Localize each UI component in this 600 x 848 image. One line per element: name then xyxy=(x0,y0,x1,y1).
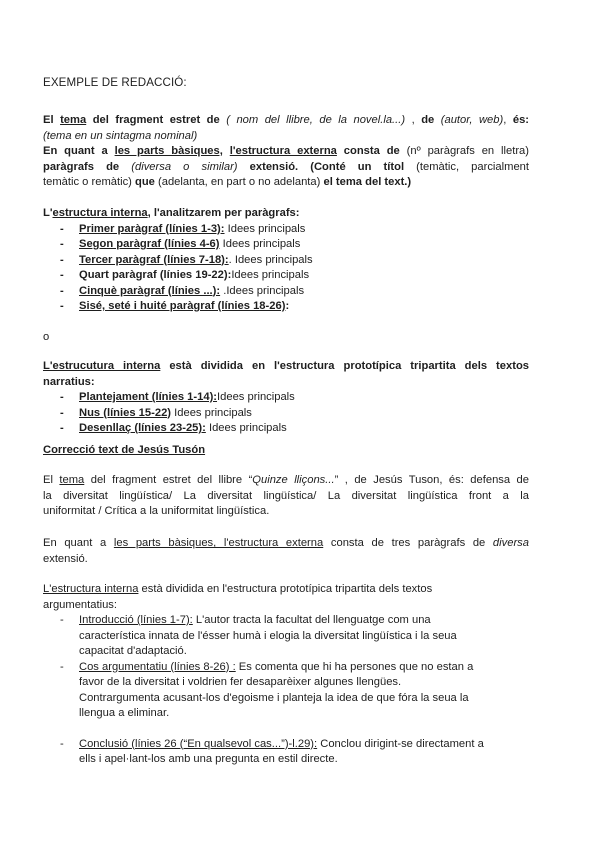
correction-internal-line-2: argumentatius: xyxy=(43,598,118,611)
template-intro xyxy=(43,113,529,191)
list-item: - Conclusió (línies 26 (“En qualsevol cas...”)-l.29): Conclou dirigint-se directament a ells i apel·lant-los amb una pregunta en estil directe. xyxy=(60,737,484,765)
correction-heading: Correcció text de Jesús Tusón xyxy=(43,444,206,456)
argumentative-list xyxy=(43,613,529,768)
paragraph-list xyxy=(43,222,529,315)
template-line-2: (tema en un sintagma nominal) xyxy=(43,129,198,142)
list-item: - Quart paràgraf (línies 19-22):Idees principals xyxy=(60,269,310,281)
list-item: - Primer paràgraf (línies 1-3): Idees principals xyxy=(60,222,306,235)
narrative-list xyxy=(43,390,529,437)
page-title: EXEMPLE DE REDACCIÓ: xyxy=(43,76,187,89)
list-item: - Introducció (línies 1-7): L'autor tracta la facultat del llenguatge com una característica innata de l'ésser humà i elogia la diversitat lingüística i la seua capacitat d'adaptació. xyxy=(60,614,457,657)
correction-theme xyxy=(43,473,529,520)
narrative-structure-section xyxy=(43,359,529,437)
list-item: - Nus (línies 15-22) Idees principals xyxy=(60,406,252,419)
correction-theme-line-3: uniformitat / Crítica a la uniformitat lingüística. xyxy=(43,505,270,517)
correction-internal xyxy=(43,582,529,768)
correction-external-line-2: extensió. xyxy=(43,552,88,565)
list-item: - Tercer paràgraf (línies 7-18):. Idees principals xyxy=(60,253,313,266)
or-separator: o xyxy=(43,331,50,343)
list-item: - Desenllaç (línies 23-25): Idees principals xyxy=(60,422,287,434)
narrative-heading-line-1: L'estrucutura interna està dividida en l'estructura prototípica tripartita dels textos xyxy=(43,360,529,372)
template-line-4: paràgrafs de (diversa o similar) extensió. (Conté un títol (temàtic, parcialment xyxy=(43,160,529,173)
template-line-5: temàtic o remàtic) que (adelanta, en part o no adelanta) el tema del text.) xyxy=(43,176,412,188)
list-item: - Sisé, seté i huité paràgraf (línies 18-26): xyxy=(60,300,290,312)
list-item: - Cinquè paràgraf (línies ...): .Idees principals xyxy=(60,284,305,297)
list-item: - Segon paràgraf (línies 4-6) Idees principals xyxy=(60,238,301,250)
list-item: - Plantejament (línies 1-14):Idees principals xyxy=(60,391,295,403)
correction-external-line-1: En quant a les parts bàsiques, l'estructura externa consta de tres paràgrafs de diversa xyxy=(43,537,529,549)
narrative-heading-line-2: narratius: xyxy=(43,375,95,388)
correction-internal-line-1: L'estructura interna està dividida en l'estructura prototípica tripartita dels textos xyxy=(43,583,433,595)
correction-theme-line-2: la diversitat lingüística/ La diversitat lingüística/ La diversitat lingüística front a la xyxy=(43,489,529,502)
internal-structure-heading: L'estructura interna, l'analitzarem per paràgrafs: xyxy=(43,207,300,219)
internal-structure-section xyxy=(43,206,529,315)
template-line-3: En quant a les parts bàsiques, l'estructura externa consta de (nº paràgrafs en lletra) xyxy=(43,145,529,157)
correction-external xyxy=(43,536,529,567)
list-item: - Cos argumentatiu (línies 8-26) : Es comenta que hi ha persones que no estan a favor de la diversitat i voldrien fer desaparèixer algunes llengües. Contrargumenta acusant-los d'egoisme i planteja la idea de que fóra la seua la llengua a eliminar. xyxy=(60,660,474,719)
template-line-1: El tema del fragment estret de ( nom del llibre, de la novel.la...) , de (autor, web), és: xyxy=(43,114,530,126)
correction-theme-line-1: El tema del fragment estret del llibre “Quinze lliçons...” , de Jesús Tuson, és: defensa de xyxy=(43,474,529,486)
